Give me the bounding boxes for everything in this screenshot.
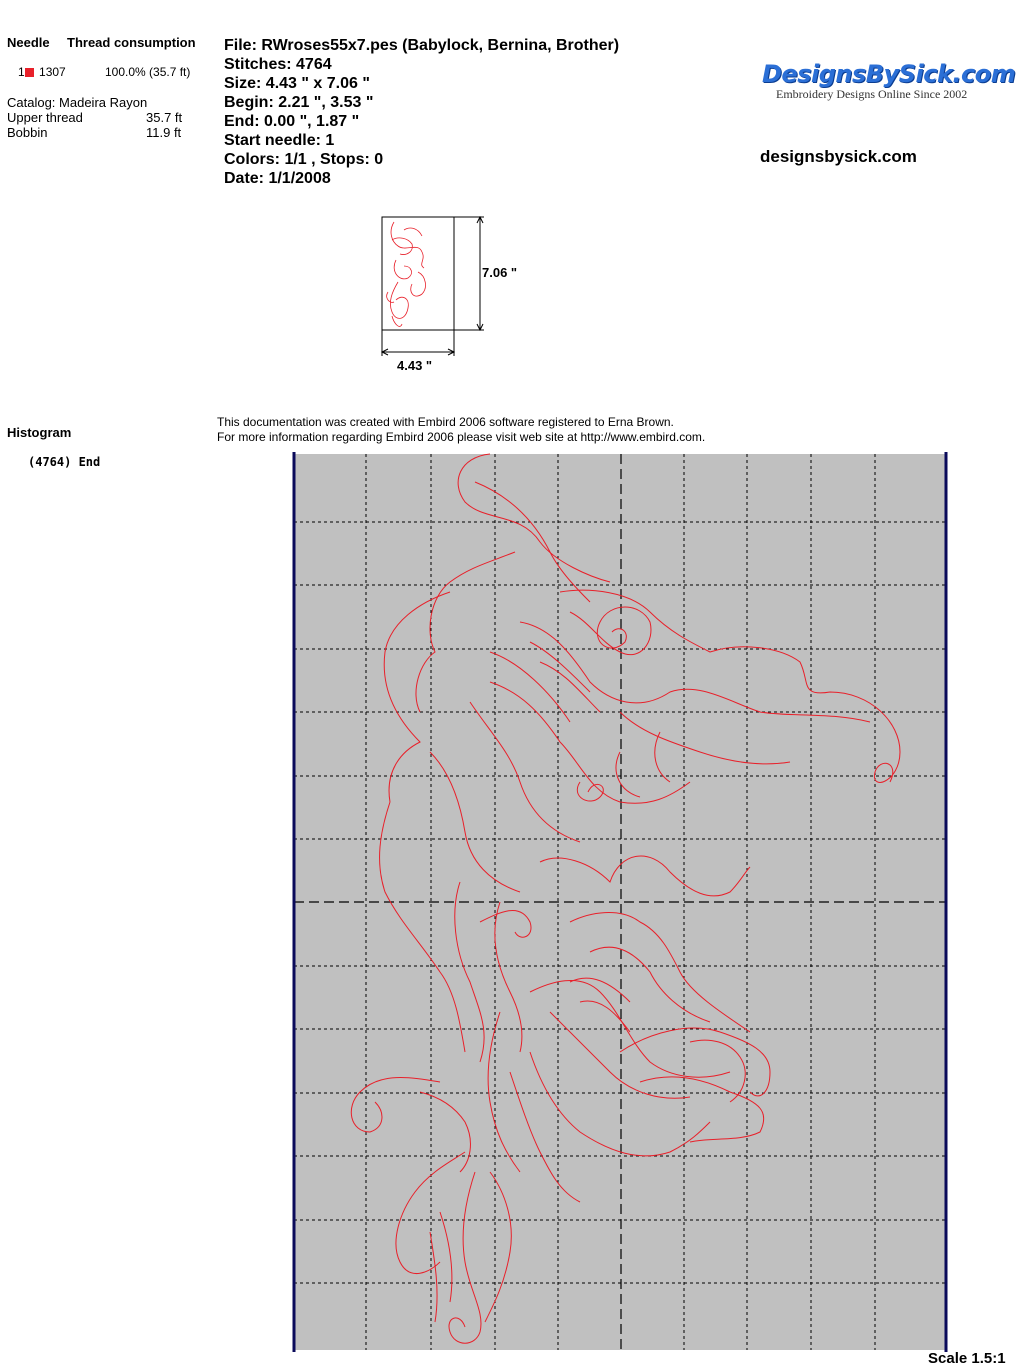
needle-header: Needle — [7, 35, 50, 50]
design-info — [224, 36, 619, 188]
thread-percent: 100.0% (35.7 ft) — [105, 65, 191, 79]
bobbin-label: Bobbin — [7, 125, 48, 140]
notice-line-2: For more information regarding Embird 2006 please visit web site at http://www.embird.com. — [217, 430, 706, 444]
thread-color-code: 1307 — [39, 65, 66, 79]
histogram-entry: (4764) End — [28, 455, 101, 469]
upper-thread-value: 35.7 ft — [146, 110, 183, 125]
thread-color-swatch — [25, 68, 34, 77]
catalog-label: Catalog: Madeira Rayon — [7, 95, 148, 110]
logo-tagline: Embroidery Designs Online Since 2002 — [776, 87, 968, 101]
bobbin-value: 11.9 ft — [146, 125, 182, 140]
stitches-line: Stitches: 4764 — [224, 56, 332, 73]
size-line: Size: 4.43 " x 7.06 " — [224, 75, 370, 92]
scale-label: Scale 1.5:1 — [928, 1350, 1006, 1367]
logo: DesignsBySick.com — [762, 60, 1016, 88]
thumbnail-width-label: 4.43 " — [397, 358, 433, 373]
thread-row — [18, 65, 66, 79]
thread-consumption-header: Thread consumption — [67, 35, 196, 50]
design-canvas — [290, 452, 952, 1352]
notice-line-1: This documentation was created with Embird 2006 software registered to Erna Brown. — [217, 415, 674, 429]
needle-number: 1 — [18, 65, 25, 79]
end-line: End: 0.00 ", 1.87 " — [224, 113, 360, 130]
start-needle-line: Start needle: 1 — [224, 132, 335, 149]
file-line: File: RWroses55x7.pes (Babylock, Bernina, Brother) — [224, 37, 620, 54]
date-line: Date: 1/1/2008 — [224, 170, 331, 187]
thumbnail-height-label: 7.06 " — [482, 265, 518, 280]
colors-line: Colors: 1/1 , Stops: 0 — [224, 151, 384, 168]
website-link[interactable]: designsbysick.com — [760, 147, 917, 166]
begin-line: Begin: 2.21 ", 3.53 " — [224, 94, 374, 111]
histogram-title: Histogram — [7, 425, 72, 440]
upper-thread-label: Upper thread — [7, 110, 83, 125]
design-thumbnail — [378, 212, 528, 377]
